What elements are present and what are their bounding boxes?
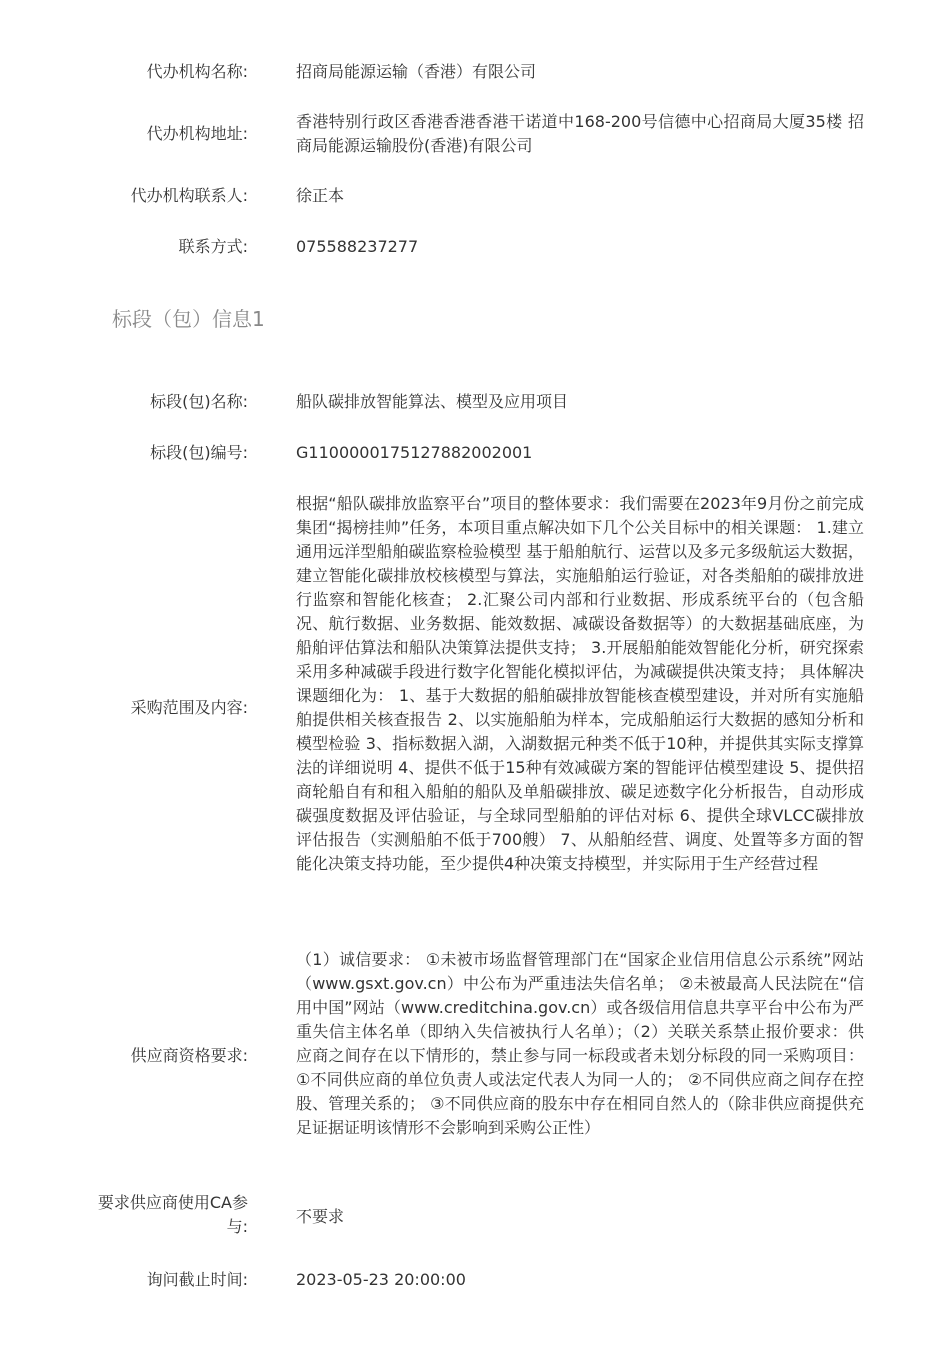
agency-phone-label: 联系方式: xyxy=(178,237,248,256)
lot-ca-label: 要求供应商使用CA参与: xyxy=(97,1193,248,1236)
lot-ca-value: 不要求 xyxy=(296,1207,345,1226)
agency-contact-value: 徐正本 xyxy=(296,186,345,205)
section-title: 标段（包）信息1 xyxy=(112,307,265,331)
lot-name-value: 船队碳排放智能算法、模型及应用项目 xyxy=(296,392,569,411)
lot-name-label: 标段(包)名称: xyxy=(150,392,248,411)
lot-number-label: 标段(包)编号: xyxy=(150,443,248,462)
lot-scope-value: 根据“船队碳排放监察平台”项目的整体要求：我们需要在2023年9月份之前完成集团“揭榜挂帅”任务，本项目重点解决如下几个公关目标中的相关课题： 1.建立通用远洋型船舶碳监察检验模型 基于船舶航行、运营以及多元多级航运大数据，建立智能化碳排放校核模型与算法，实施船舶运行验证，对各类船舶的碳排放进行监察和智能化核查； 2.汇聚公司内部和行业数据、形成系统平台的（包含船况、航行数据、业务数据、能效数据、减碳设备数据等）的大数据基础底座，为船舶评估算法和船队决策算法提供支持； 3.开展船舶能效智能化分析，研究探索采用多种减碳手段进行数字化智能化模拟评估，为减碳提供决策支持； 具体解决课题细化为： 1、基于大数据的船舶碳排放智能核查模型建设，并对所有实施船舶提供相关核查报告 2、以实施船舶为样本，完成船舶运行大数据的感知分析和模型检验 3、指标数据入湖，入湖数据元种类不低于10种，并提供其实际支撑算法的详细说明 4、提供不低于15种有效减碳方案的智能评估模型建设 5、提供招商轮船自有和租入船舶的船队及单船碳排放、碳足迹数字化分析报告，自动形成碳强度数据及评估验证，与全球同型船舶的评估对标 6、提供全球VLCC碳排放评估报告（实测船舶不低于700艘） 7、从船舶经营、调度、处置等多方面的智能化决策支持功能，至少提供4种决策支持模型，并实际用于生产经营过程 xyxy=(296,494,864,873)
lot-number-value: G1100000175127882002001 xyxy=(296,443,533,462)
agency-contact-label: 代办机构联系人: xyxy=(130,186,248,205)
agency-address-value: 香港特别行政区香港香港香港干诺道中168-200号信德中心招商局大厦35楼 招商局能源运输股份(香港)有限公司 xyxy=(296,112,864,155)
lot-deadline-label: 询问截止时间: xyxy=(146,1270,248,1289)
lot-qualification-value: （1）诚信要求： ①未被市场监督管理部门在“国家企业信用信息公示系统”网站（www.gsxt.gov.cn）中公布为严重违法失信名单； ②未被最高人民法院在“信用中国”网站（www.creditchina.gov.cn）或各级信用信息共享平台中公布为严重失信主体名单（即纳入失信被执行人名单）；（2）关联关系禁止报价要求：供应商之间存在以下情形的，禁止参与同一标段或者未划分标段的同一采购项目： ①不同供应商的单位负责人或法定代表人为同一人的； ②不同供应商之间存在控股、管理关系的； ③不同供应商的股东中存在相同自然人的（除非供应商提供充足证据证明该情形不会影响到采购公正性） xyxy=(296,950,864,1137)
lot-qualification-label: 供应商资格要求: xyxy=(130,1046,248,1065)
agency-name-label: 代办机构名称: xyxy=(146,62,248,81)
lot-deadline-value: 2023-05-23 20:00:00 xyxy=(296,1270,466,1289)
agency-address-label: 代办机构地址: xyxy=(146,124,248,143)
agency-phone-value: 075588237277 xyxy=(296,237,419,256)
lot-scope-label: 采购范围及内容: xyxy=(130,698,248,717)
agency-name-value: 招商局能源运输（香港）有限公司 xyxy=(296,62,537,81)
